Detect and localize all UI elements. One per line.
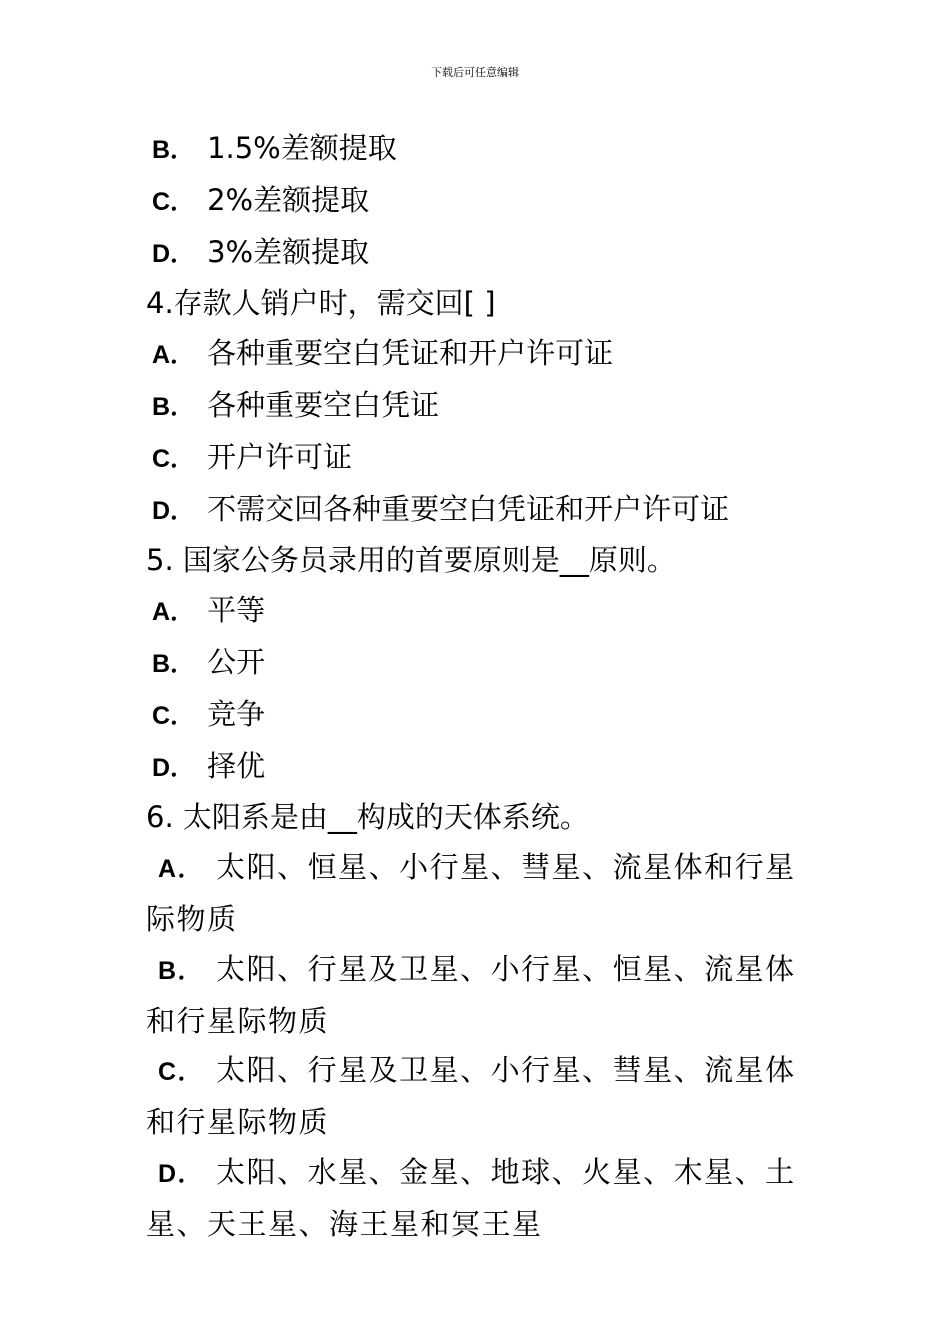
option-line [146,690,816,742]
option-line [146,329,816,381]
option-line [146,433,816,485]
option-text: 各种重要空白凭证 [207,387,440,422]
option-line [146,124,816,176]
option-label: D． [152,753,196,782]
option-line-wrapped [146,1046,816,1148]
option-text: 2%差额提取 [207,182,370,217]
document-body [146,124,816,1250]
option-text: 不需交回各种重要空白凭证和开户许可证 [207,491,730,526]
option-text: 3%差额提取 [207,234,370,269]
option-label: B． [152,392,196,421]
option-text: 太阳、行星及卫星、小行星、恒星、流星体和行星际物质 [146,951,796,1038]
question-6: 6. 太阳系是由__构成的天体系统。 [146,800,589,835]
option-label: D． [152,496,196,525]
option-label: D． [158,1159,205,1188]
option-label: B． [152,649,196,678]
option-line [146,742,816,794]
option-text: 1.5%差额提取 [207,131,397,165]
option-label: A． [152,598,196,627]
option-label: D． [152,239,196,268]
option-line [146,586,816,638]
option-text: 竞争 [207,696,266,731]
question-5: 5. 国家公务员录用的首要原则是__原则。 [146,543,676,578]
option-text: 平等 [207,593,266,628]
option-text: 开户许可证 [207,439,353,474]
option-text: 太阳、行星及卫星、小行星、彗星、流星体和行星际物质 [146,1053,796,1140]
option-text: 各种重要空白凭证和开户许可证 [207,336,614,371]
option-label: C． [158,1058,205,1087]
option-label: B． [152,136,196,164]
option-line [146,638,816,690]
option-label: C． [152,701,196,730]
option-label: A． [152,341,196,370]
question-4: 4.存款人销户时，需交回[ ] [146,286,496,321]
option-label: A． [158,855,205,884]
option-label: B． [158,956,205,985]
option-label: C． [152,187,196,216]
option-label: C． [152,444,196,473]
option-line [146,381,816,433]
option-text: 太阳、水星、金星、地球、火星、木星、土星、天王星、海王星和冥王星 [146,1154,796,1241]
option-line [146,485,816,537]
option-text: 太阳、恒星、小行星、彗星、流星体和行星际物质 [146,850,796,936]
page-header-note: 下载后可任意编辑 [431,66,519,79]
option-line-wrapped [146,1148,816,1250]
option-line-wrapped [146,945,816,1047]
option-line-wrapped [146,843,816,945]
option-line [146,228,816,280]
option-line [146,176,816,228]
option-text: 择优 [207,748,266,783]
option-text: 公开 [207,644,266,679]
